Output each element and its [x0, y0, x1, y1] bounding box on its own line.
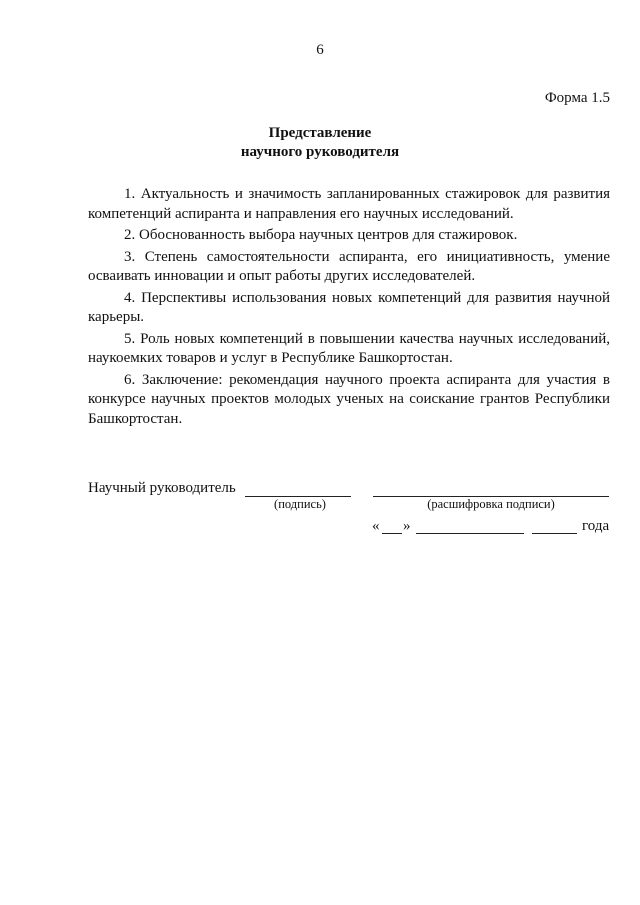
- date-day-line: [382, 533, 402, 534]
- title-line-1: Представление: [268, 125, 372, 141]
- list-item: 4. Перспективы использования новых компетенций для развития научной карьеры.: [88, 289, 610, 325]
- date-month-line: [416, 533, 524, 534]
- signature-caption: (подпись): [274, 497, 326, 511]
- date-row: [372, 518, 612, 538]
- signature-label: Научный руководитель: [88, 480, 236, 496]
- date-year-word: года: [582, 518, 610, 534]
- items-list: [88, 185, 610, 431]
- list-item: 1. Актуальность и значимость запланированных стажировок для развития компетенций аспиранта и направления его научных исследований.: [88, 186, 610, 222]
- date-close-quote: »: [403, 518, 411, 534]
- list-item: 5. Роль новых компетенций в повышении качества научных исследований, наукоемких товаров и услуг в Республике Башкортостан.: [88, 330, 610, 366]
- list-item: 3. Степень самостоятельности аспиранта, его инициативность, умение осваивать инновации и опыт работы других исследователей.: [88, 248, 610, 284]
- title-line-2: научного руководителя: [240, 144, 400, 160]
- date-open-quote: «: [372, 518, 380, 534]
- page-number: 6: [316, 42, 324, 58]
- form-label: Форма 1.5: [544, 90, 610, 106]
- document-title: [0, 124, 640, 162]
- name-caption: (расшифровка подписи): [427, 497, 555, 511]
- list-item: 2. Обоснованность выбора научных центров для стажировок.: [124, 227, 518, 243]
- list-item: 6. Заключение: рекомендация научного проекта аспиранта для участия в конкурсе научных проектов молодых ученых на соискание грантов Республики Башкортостан.: [88, 371, 610, 427]
- date-year-line: [532, 533, 577, 534]
